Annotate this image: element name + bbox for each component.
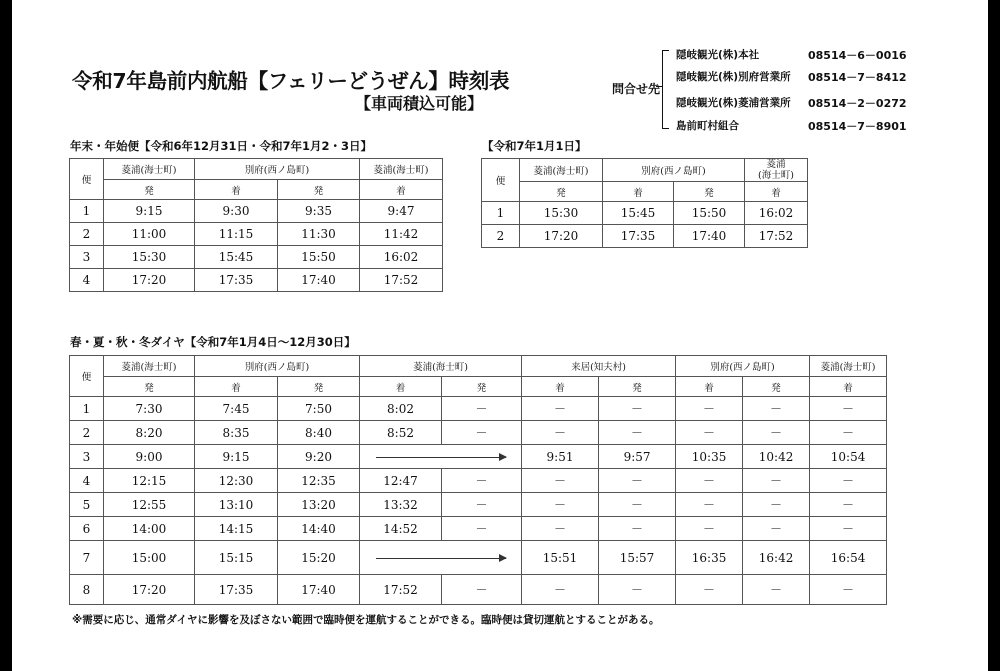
time-cell: 17:35 <box>195 575 278 605</box>
bin-header: 便 <box>70 356 104 397</box>
sub-header: 発 <box>520 182 603 202</box>
time-cell: 15:45 <box>603 202 674 225</box>
no-service-cell: － <box>676 575 743 605</box>
time-cell: 14:52 <box>360 517 442 541</box>
time-cell: 17:52 <box>745 225 808 248</box>
no-service-cell: － <box>442 493 522 517</box>
time-cell: 13:20 <box>278 493 360 517</box>
sub-header: 着 <box>810 377 887 397</box>
bin-number: 2 <box>482 225 520 248</box>
time-cell: 17:40 <box>278 575 360 605</box>
year-end-heading: 年末・年始便【令和6年12月31日・令和7年1月2・3日】 <box>70 139 373 153</box>
time-cell: 9:20 <box>278 445 360 469</box>
no-service-cell: － <box>810 575 887 605</box>
no-service-cell: － <box>442 575 522 605</box>
time-cell: 17:20 <box>104 269 195 292</box>
port-header: 菱浦(海士町) <box>104 159 195 180</box>
time-cell: 7:50 <box>278 397 360 421</box>
time-cell: 8:35 <box>195 421 278 445</box>
table-row <box>70 421 887 445</box>
sub-header: 着 <box>195 377 278 397</box>
page-subtitle: 【車両積込可能】 <box>355 94 484 113</box>
table-row <box>70 469 887 493</box>
no-service-cell: － <box>522 575 599 605</box>
time-cell: 15:57 <box>599 541 676 575</box>
table-row <box>70 493 887 517</box>
time-cell: 16:35 <box>676 541 743 575</box>
no-service-cell: － <box>743 575 810 605</box>
time-cell: 12:15 <box>104 469 195 493</box>
time-cell: 17:40 <box>674 225 745 248</box>
bin-number: 6 <box>70 517 104 541</box>
contact-bracket <box>662 50 669 129</box>
table-row <box>70 397 887 421</box>
contact-name-2: 隠岐観光(株)別府営業所 <box>676 71 791 83</box>
time-cell: 12:47 <box>360 469 442 493</box>
port-header: 別府(西ノ島町) <box>603 159 745 182</box>
time-cell: 14:15 <box>195 517 278 541</box>
table-row <box>70 517 887 541</box>
no-service-cell: － <box>522 469 599 493</box>
bin-number: 1 <box>482 202 520 225</box>
no-service-cell: － <box>599 469 676 493</box>
port-header: 菱浦(海士町) <box>360 356 522 377</box>
port-header: 菱浦(海士町) <box>810 356 887 377</box>
port-header: 菱浦(海士町) <box>520 159 603 182</box>
year-end-table <box>69 158 443 292</box>
time-cell: 9:57 <box>599 445 676 469</box>
page-title: 令和7年島前内航船【フェリーどうぜん】時刻表 <box>72 69 510 93</box>
bin-header: 便 <box>70 159 104 200</box>
no-service-cell: － <box>676 493 743 517</box>
no-service-cell: － <box>599 421 676 445</box>
time-cell: 13:10 <box>195 493 278 517</box>
contact-name-3: 隠岐観光(株)菱浦営業所 <box>676 97 791 109</box>
time-cell: 15:45 <box>195 246 278 269</box>
contact-phone-3: 08514－2－0272 <box>808 97 907 110</box>
port-header: 別府(西ノ島町) <box>195 356 360 377</box>
time-cell: 9:47 <box>360 200 443 223</box>
arrow-right-icon <box>376 457 506 458</box>
time-cell: 15:50 <box>674 202 745 225</box>
sub-header: 着 <box>603 182 674 202</box>
time-cell: 15:15 <box>195 541 278 575</box>
contact-label: 問合せ先 <box>612 82 661 96</box>
time-cell: 10:35 <box>676 445 743 469</box>
contact-phone-2: 08514－7－8412 <box>808 71 907 84</box>
time-cell: 14:40 <box>278 517 360 541</box>
time-cell: 11:15 <box>195 223 278 246</box>
bin-number: 2 <box>70 421 104 445</box>
time-cell: 16:02 <box>360 246 443 269</box>
timetable-page <box>12 0 988 671</box>
no-service-cell: － <box>743 517 810 541</box>
sub-header: 着 <box>360 377 442 397</box>
new-year-heading: 【令和7年1月1日】 <box>482 139 587 153</box>
contact-phone-4: 08514－7－8901 <box>808 120 907 133</box>
time-cell: 17:20 <box>520 225 603 248</box>
time-cell: 17:35 <box>195 269 278 292</box>
time-cell: 10:54 <box>810 445 887 469</box>
table-row <box>70 575 887 605</box>
no-service-cell: － <box>743 421 810 445</box>
time-cell: 8:40 <box>278 421 360 445</box>
no-service-cell: － <box>810 493 887 517</box>
no-service-cell: － <box>442 469 522 493</box>
port-header: 菱浦 (海士町) <box>745 159 808 182</box>
port-header: 菱浦(海士町) <box>104 356 195 377</box>
time-cell: 16:42 <box>743 541 810 575</box>
bin-number: 3 <box>70 246 104 269</box>
no-service-cell: － <box>810 421 887 445</box>
no-service-cell: － <box>810 469 887 493</box>
sub-header: 発 <box>599 377 676 397</box>
time-cell: 9:51 <box>522 445 599 469</box>
no-service-cell: － <box>599 575 676 605</box>
time-cell: 14:00 <box>104 517 195 541</box>
port-header: 来居(知夫村) <box>522 356 676 377</box>
table-row <box>70 445 887 469</box>
time-cell: 8:52 <box>360 421 442 445</box>
sub-header: 着 <box>745 182 808 202</box>
no-service-cell: － <box>599 397 676 421</box>
sub-header: 発 <box>674 182 745 202</box>
sub-header: 着 <box>195 180 278 200</box>
bin-header: 便 <box>482 159 520 202</box>
time-cell: 15:30 <box>104 246 195 269</box>
passthrough-arrow <box>360 541 522 575</box>
sub-header: 着 <box>522 377 599 397</box>
bin-number: 7 <box>70 541 104 575</box>
passthrough-arrow <box>360 445 522 469</box>
time-cell: 9:35 <box>278 200 360 223</box>
bin-number: 5 <box>70 493 104 517</box>
no-service-cell: － <box>676 421 743 445</box>
no-service-cell: － <box>599 493 676 517</box>
no-service-cell: － <box>676 397 743 421</box>
port-header: 別府(西ノ島町) <box>676 356 810 377</box>
time-cell: 11:30 <box>278 223 360 246</box>
time-cell: 8:02 <box>360 397 442 421</box>
contact-name-4: 島前町村組合 <box>676 120 739 132</box>
no-service-cell: － <box>599 517 676 541</box>
sub-header: 発 <box>278 180 360 200</box>
time-cell: 17:20 <box>104 575 195 605</box>
contact-phone-1: 08514－6－0016 <box>808 49 907 62</box>
time-cell: 9:30 <box>195 200 278 223</box>
contact-name-1: 隠岐観光(株)本社 <box>676 49 760 61</box>
time-cell: 12:55 <box>104 493 195 517</box>
time-cell: 13:32 <box>360 493 442 517</box>
no-service-cell: － <box>522 397 599 421</box>
bin-number: 2 <box>70 223 104 246</box>
time-cell: 7:30 <box>104 397 195 421</box>
time-cell: 9:00 <box>104 445 195 469</box>
time-cell: 10:42 <box>743 445 810 469</box>
time-cell: 15:51 <box>522 541 599 575</box>
time-cell: 17:52 <box>360 269 443 292</box>
seasonal-rows <box>70 397 887 605</box>
footnote: ※需要に応じ、通常ダイヤに影響を及ぼさない範囲で臨時便を運航することができる。臨時便は貸切運航とすることがある。 <box>72 614 660 626</box>
time-cell: 15:50 <box>278 246 360 269</box>
no-service-cell: － <box>442 517 522 541</box>
sub-header: 発 <box>104 180 195 200</box>
time-cell: 12:35 <box>278 469 360 493</box>
no-service-cell: － <box>522 493 599 517</box>
time-cell: 11:00 <box>104 223 195 246</box>
bin-number: 4 <box>70 269 104 292</box>
sub-header: 発 <box>442 377 522 397</box>
sub-header: 着 <box>360 180 443 200</box>
bin-number: 1 <box>70 397 104 421</box>
table-row <box>70 541 887 575</box>
time-cell: 17:52 <box>360 575 442 605</box>
no-service-cell: － <box>522 517 599 541</box>
time-cell: 17:40 <box>278 269 360 292</box>
bin-number: 8 <box>70 575 104 605</box>
port-header: 別府(西ノ島町) <box>195 159 360 180</box>
no-service-cell: － <box>442 421 522 445</box>
no-service-cell: － <box>522 421 599 445</box>
no-service-cell: － <box>810 517 887 541</box>
port-header: 菱浦(海士町) <box>360 159 443 180</box>
time-cell: 15:30 <box>520 202 603 225</box>
time-cell: 15:00 <box>104 541 195 575</box>
bin-number: 1 <box>70 200 104 223</box>
sub-header: 着 <box>676 377 743 397</box>
sub-header: 発 <box>743 377 810 397</box>
time-cell: 7:45 <box>195 397 278 421</box>
sub-header: 発 <box>278 377 360 397</box>
time-cell: 12:30 <box>195 469 278 493</box>
seasonal-table <box>69 355 887 605</box>
time-cell: 9:15 <box>195 445 278 469</box>
time-cell: 9:15 <box>104 200 195 223</box>
no-service-cell: － <box>676 517 743 541</box>
time-cell: 16:02 <box>745 202 808 225</box>
sub-header: 発 <box>104 377 195 397</box>
arrow-right-icon <box>376 558 506 559</box>
no-service-cell: － <box>743 493 810 517</box>
no-service-cell: － <box>676 469 743 493</box>
time-cell: 17:35 <box>603 225 674 248</box>
no-service-cell: － <box>442 397 522 421</box>
no-service-cell: － <box>743 469 810 493</box>
seasonal-heading: 春・夏・秋・冬ダイヤ【令和7年1月4日～12月30日】 <box>70 335 356 349</box>
time-cell: 16:54 <box>810 541 887 575</box>
time-cell: 15:20 <box>278 541 360 575</box>
time-cell: 8:20 <box>104 421 195 445</box>
bin-number: 3 <box>70 445 104 469</box>
time-cell: 11:42 <box>360 223 443 246</box>
bin-number: 4 <box>70 469 104 493</box>
new-year-table <box>481 158 808 248</box>
no-service-cell: － <box>810 397 887 421</box>
no-service-cell: － <box>743 397 810 421</box>
